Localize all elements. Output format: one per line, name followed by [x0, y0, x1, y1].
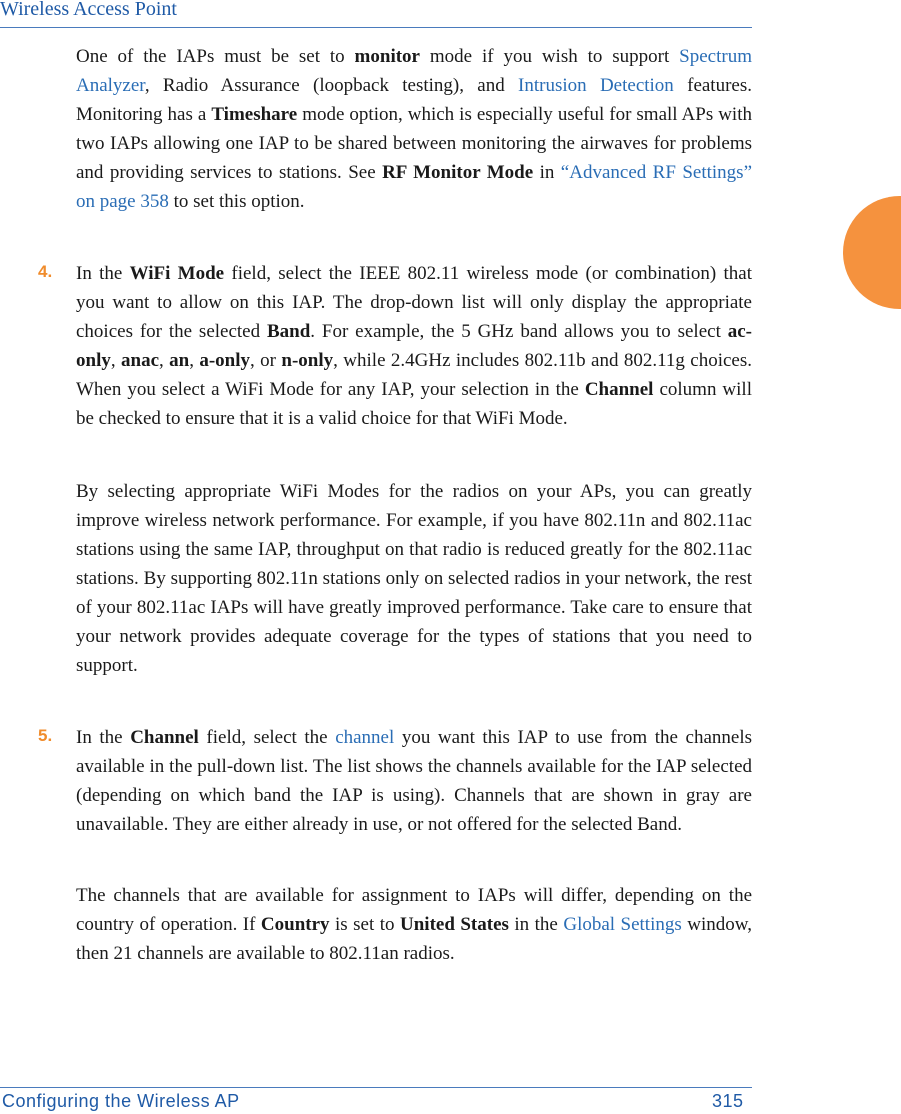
- text-run: ,: [159, 350, 170, 371]
- text-run: One of the IAPs must be set to: [76, 46, 355, 67]
- term-rf-monitor-mode: RF Monitor Mode: [382, 162, 534, 183]
- text-run: column will be checked to ensure that it is a valid choice for that WiFi Mode.: [76, 379, 752, 429]
- text-run: field, select the: [198, 727, 336, 748]
- running-header-title: Wireless Access Point: [0, 0, 177, 20]
- text-run: , or: [250, 350, 282, 371]
- text-run: , Radio Assurance (loopback testing), and: [144, 75, 519, 96]
- link-global-settings[interactable]: Global Settings: [563, 914, 682, 935]
- footer-section-title: Configuring the Wireless AP: [2, 1091, 240, 1111]
- term-a-only: a-only: [199, 350, 251, 371]
- chapter-tab-marker: [843, 196, 901, 309]
- text-run: . For example, the 5 GHz band allows you to select: [310, 321, 728, 342]
- link-spectrum-analyzer[interactable]: Spectrum Analyzer: [76, 46, 752, 96]
- text-run: features. Monitoring has a: [76, 75, 752, 125]
- term-timeshare: Timeshare: [211, 104, 298, 125]
- text-run: you want this IAP to use from the channels available in the pull-down list. The list shows the channels available for the IAP selected (depending on which band the IAP is using). Channels that are shown in gray are unavailable. They are either already in use, or not offered for the selected Band.: [76, 727, 752, 835]
- step-number-4: 4.: [38, 262, 53, 281]
- term-channel: Channel: [130, 727, 199, 748]
- link-advanced-rf-settings[interactable]: “Advanced RF Settings” on page 358: [76, 162, 752, 212]
- term-band: Band: [266, 321, 311, 342]
- text-run: In the: [76, 727, 131, 748]
- link-intrusion-detection[interactable]: Intrusion Detection: [518, 75, 674, 96]
- text-run: to set this option.: [168, 191, 305, 212]
- step-4-wifi-mode: [76, 259, 752, 433]
- text-run: ,: [110, 350, 121, 371]
- step-number-5: 5.: [38, 726, 53, 745]
- term-n-only: n-only: [281, 350, 334, 371]
- term-channel: Channel: [584, 379, 654, 400]
- term-anac: anac: [121, 350, 159, 371]
- text-run: mode if you wish to support: [419, 46, 680, 67]
- term-united-states: United States: [400, 914, 509, 935]
- term-ac-only: ac-only: [76, 321, 752, 371]
- term-country: Country: [260, 914, 330, 935]
- text-run: in the: [508, 914, 564, 935]
- paragraph-channel-availability: [76, 881, 752, 968]
- text-run: is set to: [329, 914, 400, 935]
- term-monitor: monitor: [354, 46, 420, 67]
- text-run: In the: [76, 263, 130, 284]
- header-divider: [0, 27, 752, 28]
- page-number: 315: [712, 1091, 744, 1111]
- step-5-channel: [76, 723, 752, 839]
- text-run: , while 2.4GHz includes 802.11b and 802.11g choices. When you select a WiFi Mode for any IAP, your selection in the: [76, 350, 753, 400]
- text-run: The channels that are available for assignment to IAPs will differ, depending on the country of operation. If: [76, 885, 752, 935]
- term-an: an: [169, 350, 190, 371]
- text-run: ,: [189, 350, 200, 371]
- text-run: mode option, which is especially useful for small APs with two IAPs allowing one IAP to be shared between monitoring the airwaves for problems and providing services to stations. See: [76, 104, 752, 183]
- text-run: field, select the IEEE 802.11 wireless mode (or combination) that you want to allow on this IAP. The drop-down list will only display the appropriate choices for the selected: [76, 263, 752, 342]
- link-channel[interactable]: channel: [335, 727, 395, 748]
- paragraph-wifi-mode-performance: By selecting appropriate WiFi Modes for the radios on your APs, you can greatly improve wireless network performance. For example, if you have 802.11n and 802.11ac stations using the same IAP, throughput on that radio is reduced greatly for the 802.11ac stations. By supporting 802.11n stations only on selected radios in your network, the rest of your 802.11ac IAPs will have greatly improved performance. Take care to ensure that your network provides adequate coverage for the types of stations that you need to support.: [76, 481, 752, 676]
- paragraph-monitor-mode: [76, 42, 752, 216]
- text-run: window, then 21 channels are available to 802.11an radios.: [76, 914, 752, 964]
- term-wifi-mode: WiFi Mode: [129, 263, 225, 284]
- text-run: in: [533, 162, 561, 183]
- footer-divider: [0, 1087, 752, 1088]
